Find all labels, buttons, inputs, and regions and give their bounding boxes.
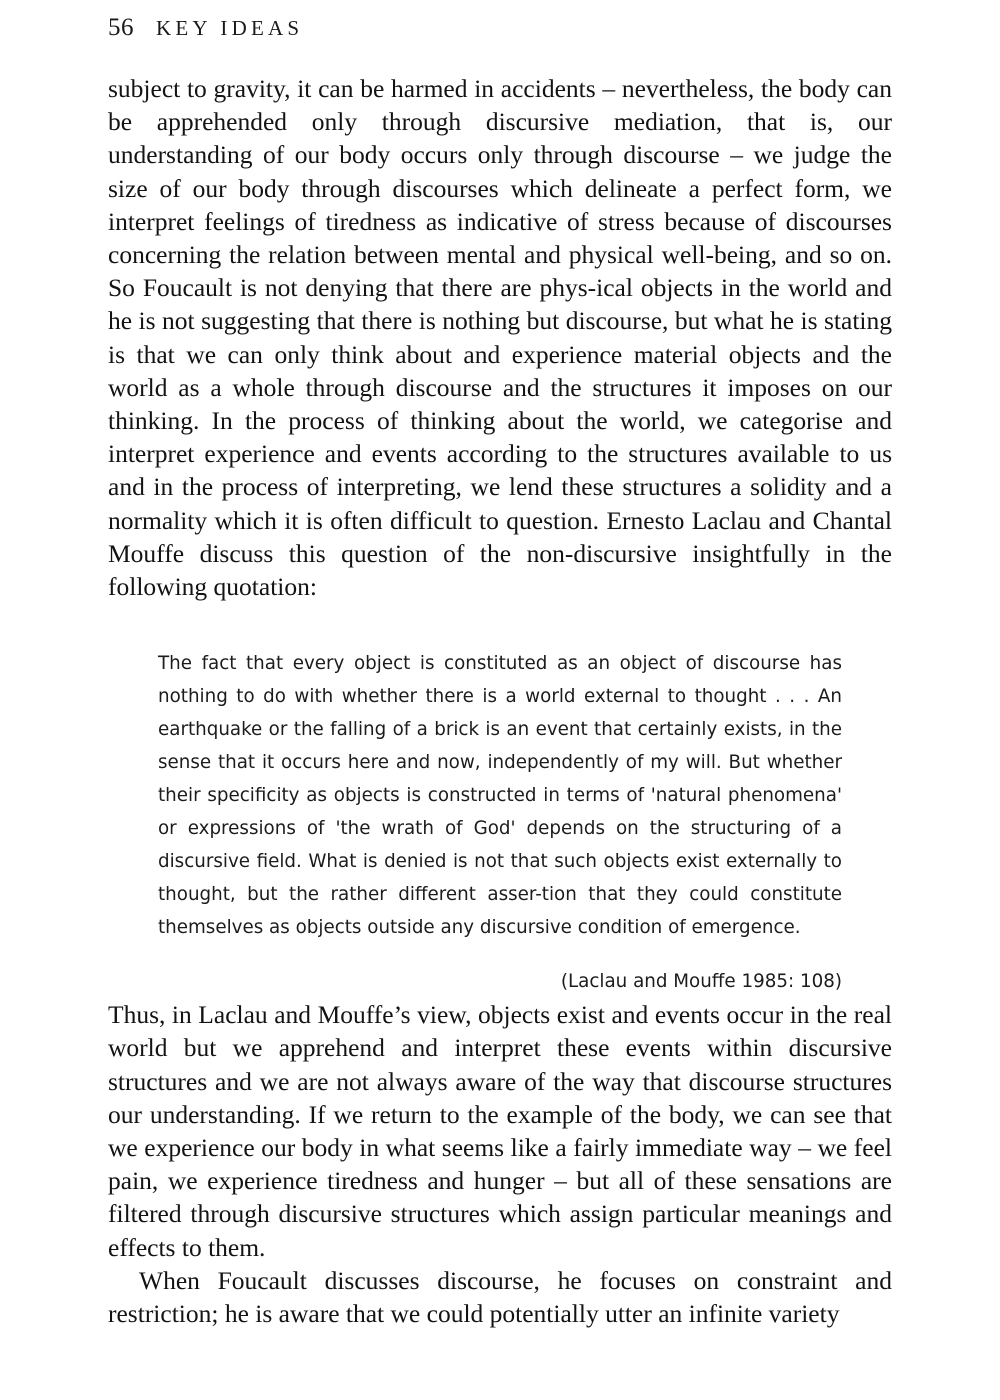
text-column [108, 72, 892, 1330]
quotation-attribution: (Laclau and Mouffe 1985: 108) [560, 971, 842, 993]
quotation-text: The fact that every object is constituted as an object of discourse has nothing to do with whether there is a world external to thought . . . An earthquake or the falling of a brick is an event that certainly exists, in the sense that it occurs here and now, independently of my will. But whether their specificity as objects is constructed in terms of 'natural phenomena' or expressions of 'the wrath of God' depends on the structuring of a discursive field. What is denied is not that such objects exist externally to thought, but the rather different asser-tion that they could constitute themselves as objects outside any discursive condition of emergence. [158, 653, 842, 939]
page-header [108, 14, 303, 42]
paragraph-2: Thus, in Laclau and Mouffe’s view, objects exist and events occur in the real world but we apprehend and interpret these events within discursive structures and we are not always aware of the way that discourse structures our understanding. If we return to the example of the body, we can see that we experience our body in what seems like a fairly immediate way – we feel pain, we experience tiredness and hunger – but all of these sensations are filtered through discursive structures which assign particular meanings and effects to them. [108, 1000, 892, 1262]
running-head: KEY IDEAS [156, 16, 304, 40]
paragraph-1: subject to gravity, it can be harmed in accidents – nevertheless, the body can be apprehended only through discursive mediation, that is, our understanding of our body occurs only through discourse – we judge the size of our body through discourses which delineate a perfect form, we interpret feelings of tiredness as indicative of stress because of discourses concerning the relation between mental and physical well-being, and so on. So Foucault is not denying that there are phys-ical objects in the world and he is not suggesting that there is nothing but discourse, but what he is stating is that we can only think about and experience material objects and the world as a whole through discourse and the structures it imposes on our thinking. In the process of thinking about the world, we categorise and interpret experience and events according to the structures available to us and in the process of interpreting, we lend these structures a solidity and a normality which it is often difficult to question. Ernesto Laclau and Chantal Mouffe discuss this question of the non-discursive insightfully in the following quotation: [108, 74, 892, 602]
block-quotation [108, 647, 842, 998]
paragraph-3: When Foucault discusses discourse, he focuses on constraint and restriction; he is aware that we could potentially utter an infinite variety [108, 1265, 892, 1329]
page-number: 56 [108, 14, 134, 41]
